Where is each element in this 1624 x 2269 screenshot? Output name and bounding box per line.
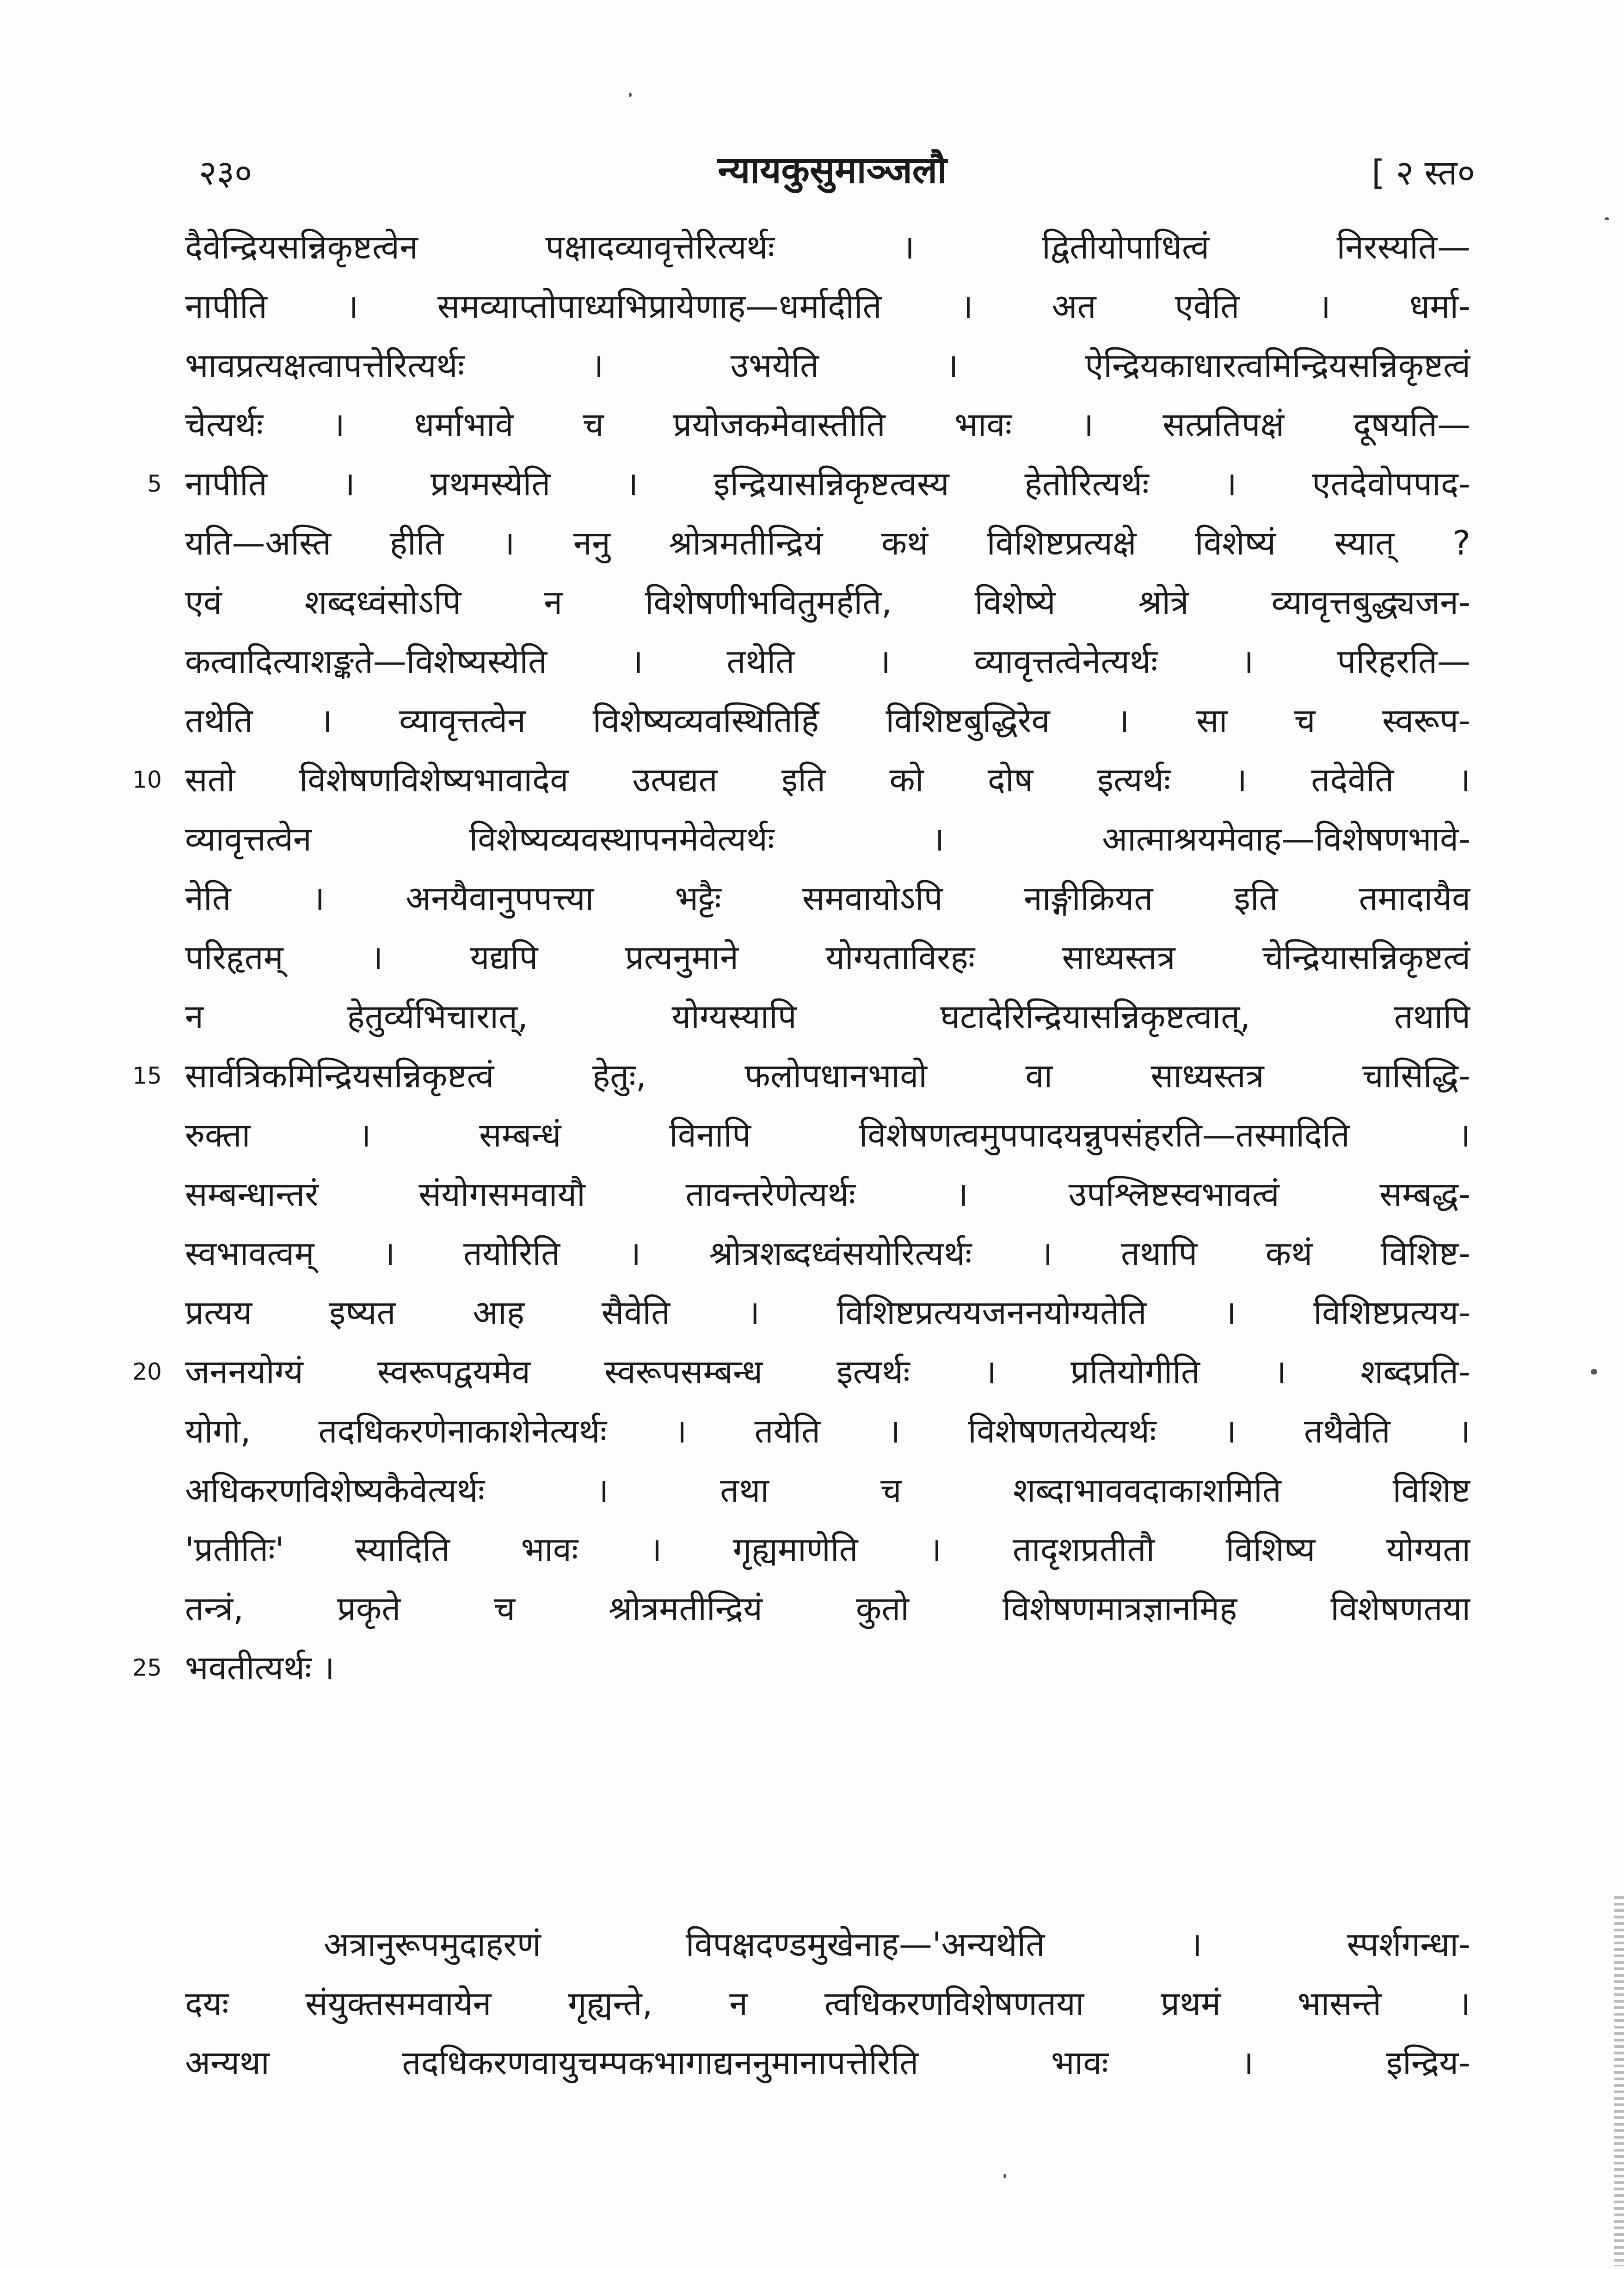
text-line: भावप्रत्यक्षत्वापत्तेरित्यर्थः । उभयेति । ऐन्द्रियकाधारत्वमिन्द्रियसन्निकृष्टत्वं (185, 346, 1470, 385)
text-line: चेत्यर्थः । धर्माभावे च प्रयोजकमेवास्तीति भावः । सत्प्रतिपक्षं दूषयति— (185, 405, 1470, 444)
line-number-20: 20 (132, 1358, 162, 1385)
line-number-5: 5 (147, 470, 162, 497)
running-title: न्यायकुसुमाञ्जलौ (718, 148, 947, 191)
text-line: प्रत्यय इष्यत आह सैवेति । विशिष्टप्रत्ययजननयोग्यतेति । विशिष्टप्रत्यय- (185, 1293, 1470, 1332)
text-line: एवं शब्दध्वंसोऽपि न विशेषणीभवितुमर्हति, विशेष्ये श्रोत्रे व्यावृत्तबुद्ध्यजन- (185, 583, 1470, 622)
scan-speck (1003, 2174, 1006, 2178)
text-line: अधिकरणविशेष्यकैवेत्यर्थः । तथा च शब्दाभाववदाकाशमिति विशिष्ट (185, 1471, 1470, 1510)
text-line: रुक्ता । सम्बन्धं विनापि विशेषणत्वमुपपादयन्नुपसंहरति—तस्मादिति । (185, 1116, 1470, 1154)
line-number-25: 25 (132, 1654, 162, 1681)
text-line: जननयोग्यं स्वरूपद्वयमेव स्वरूपसम्बन्ध इत्यर्थः । प्रतियोगीति । शब्दप्रति- (185, 1352, 1470, 1391)
line-number-10: 10 (132, 766, 162, 793)
line-number-15: 15 (132, 1062, 162, 1089)
commentary-paragraph (185, 217, 1470, 1697)
second-paragraph (185, 1915, 1470, 2092)
text-line: अन्यथा तदधिकरणवायुचम्पकभागाद्यननुमानापत्तेरिति भावः । इन्द्रिय- (185, 2043, 1470, 2082)
text-line: नापीति । समव्याप्तोपाध्यभिप्रायेणाह—धर्मादीति । अत एवेति । धर्मा- (185, 287, 1470, 326)
scan-speck (629, 92, 632, 97)
text-line: योगो, तदधिकरणेनाकाशेनेत्यर्थः । तयेति । विशेषणतयेत्यर्थः । तथैवेति । (185, 1412, 1470, 1450)
page-header (185, 139, 1480, 199)
text-line: अत्रानुरूपमुदाहरणं विपक्षदण्डमुखेनाह—'अन्यथेति । स्पर्शगन्धा- (324, 1925, 1470, 1964)
text-line: कत्वादित्याशङ्कते—विशेष्यस्येति । तथेति । व्यावृत्तत्वेनेत्यर्थः । परिहरति— (185, 642, 1470, 681)
text-line: परिहृतम् । यद्यपि प्रत्यनुमाने योग्यताविरहः साध्यस्तत्र चेन्द्रियासन्निकृष्टत्वं (185, 938, 1470, 977)
text-line: भवतीत्यर्थः । (185, 1648, 335, 1687)
scan-speck (1591, 1369, 1597, 1375)
page-number: २३० (199, 153, 252, 193)
section-mark: [ २ स्त० (1372, 153, 1475, 193)
text-line: सार्वत्रिकमिन्द्रियसन्निकृष्टत्वं हेतुः, फलोपधानभावो वा साध्यस्तत्र चासिद्धि- (185, 1056, 1470, 1095)
text-line: सम्बन्धान्तरं संयोगसमवायौ तावन्तरेणेत्यर्थः । उपश्लिष्टस्वभावत्वं सम्बद्ध- (185, 1175, 1470, 1214)
text-line: दयः संयुक्तसमवायेन गृह्यन्ते, न त्वधिकरणविशेषणतया प्रथमं भासन्ते । (185, 1984, 1470, 2023)
text-line: 'प्रतीतिः' स्यादिति भावः । गृह्यमाणेति । तादृशप्रतीतौ विशिष्य योग्यता (185, 1530, 1470, 1569)
text-line: तथेति । व्यावृत्तत्वेन विशेष्यव्यवस्थितिर्हि विशिष्टबुद्धिरेव । सा च स्वरूप- (185, 701, 1470, 740)
text-line: दैवेन्द्रियसन्निकृष्टत्वेन पक्षादव्यावृत्तेरित्यर्थः । द्वितीयोपाधित्वं निरस्यति— (185, 228, 1470, 266)
text-line: न हेतुर्व्यभिचारात्, योग्यस्यापि घटादेरिन्द्रियासन्निकृष्टत्वात्, तथापि (185, 997, 1470, 1036)
text-line: नेति । अनयैवानुपपत्त्या भट्टैः समवायोऽपि नाङ्गीक्रियत इति तमादायैव (185, 879, 1470, 918)
text-line: यति—अस्ति हीति । ननु श्रोत्रमतीन्द्रियं कथं विशिष्टप्रत्यक्षे विशेष्यं स्यात् ? (185, 524, 1470, 562)
text-line: व्यावृत्तत्वेन विशेष्यव्यवस्थापनमेवेत्यर्थः । आत्माश्रयमेवाह—विशेषणभावे- (185, 820, 1470, 858)
text-line: सतो विशेषणविशेष्यभावादेव उत्पद्यत इति को दोष इत्यर्थः । तदेवेति । (185, 760, 1470, 799)
text-line: तन्त्रं, प्रकृते च श्रोत्रमतीन्द्रियं कुतो विशेषणमात्रज्ञानमिह विशेषणतया (185, 1589, 1470, 1628)
scan-speck (1605, 217, 1609, 220)
binding-edge (1614, 1896, 1624, 2266)
text-line: नापीति । प्रथमस्येति । इन्द्रियासन्निकृष्टत्वस्य हेतोरित्यर्थः । एतदेवोपपाद- (185, 464, 1470, 503)
text-line: स्वभावत्वम् । तयोरिति । श्रोत्रशब्दध्वंसयोरित्यर्थः । तथापि कथं विशिष्ट- (185, 1234, 1470, 1273)
